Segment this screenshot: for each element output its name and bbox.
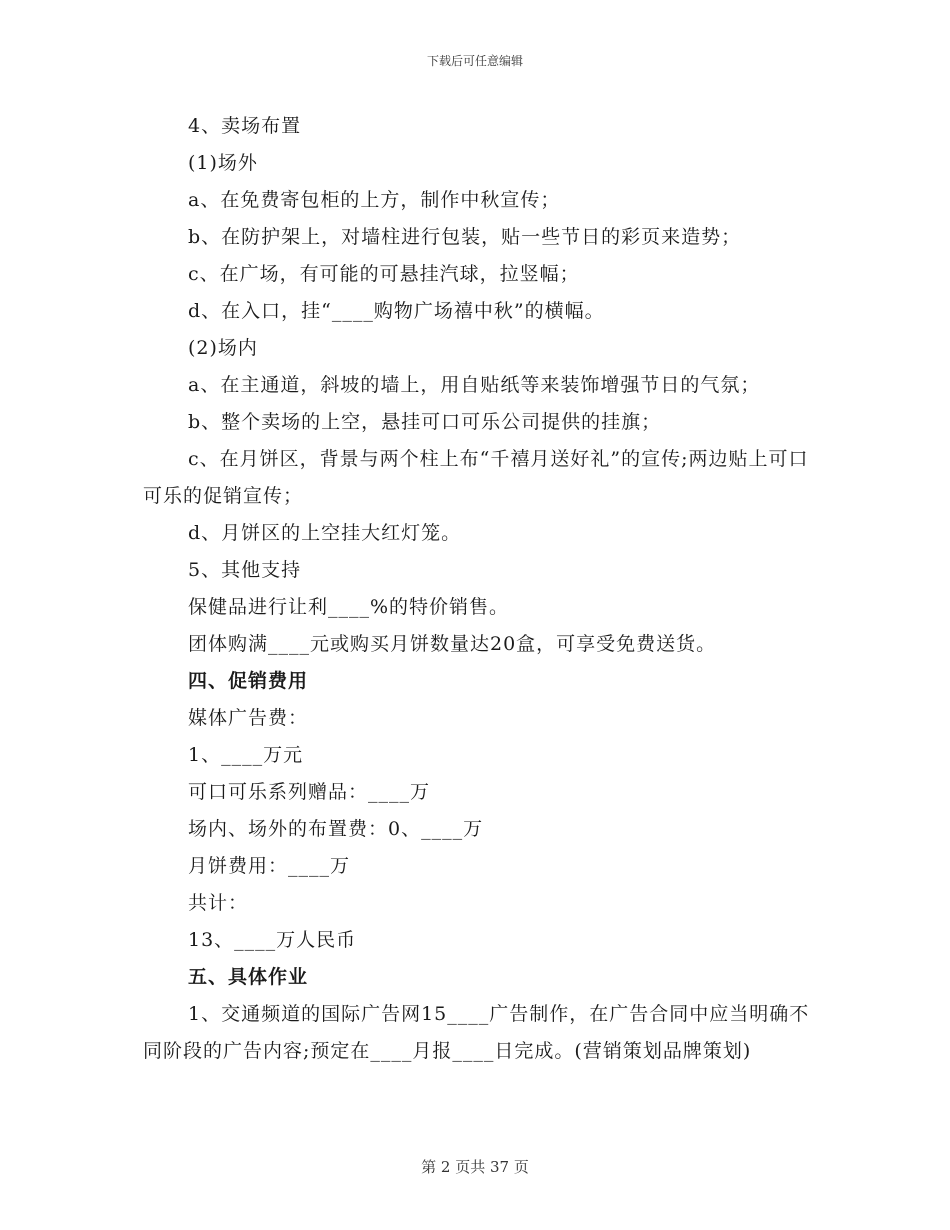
document-body — [143, 108, 813, 1070]
paragraph: 月饼费用：____万 — [188, 855, 351, 877]
section-heading: 五、具体作业 — [188, 966, 309, 988]
paragraph: 可口可乐系列赠品：____万 — [188, 781, 431, 803]
subsection-heading: (2)场内 — [188, 337, 258, 359]
list-item: a、在免费寄包柜的上方，制作中秋宣传； — [188, 189, 561, 211]
paragraph: 共计： — [188, 892, 249, 914]
paragraph: 团体购满____元或购买月饼数量达20盒，可享受免费送货。 — [188, 633, 717, 655]
section-heading: 四、促销费用 — [188, 670, 309, 692]
paragraph: 1、____万元 — [188, 744, 304, 766]
list-item: d、月饼区的上空挂大红灯笼。 — [188, 522, 462, 544]
section-heading: 5、其他支持 — [188, 559, 302, 581]
subsection-heading: (1)场外 — [188, 152, 258, 174]
list-item: c、在月饼区，背景与两个柱上布“千禧月送好礼”的宣传;两边贴上可口可乐的促销宣传； — [143, 448, 809, 507]
list-item: a、在主通道，斜坡的墙上，用自贴纸等来装饰增强节日的气氛； — [188, 374, 761, 396]
list-item: d、在入口，挂“____购物广场禧中秋”的横幅。 — [188, 300, 605, 322]
paragraph: 13、____万人民币 — [188, 929, 357, 951]
list-item: c、在广场，有可能的可悬挂汽球，拉竖幅； — [188, 263, 580, 285]
paragraph: 1、交通频道的国际广告网15____广告制作，在广告合同中应当明确不同阶段的广告内容;预定在____月报____日完成。(营销策划品牌策划) — [143, 1003, 810, 1062]
section-heading: 4、卖场布置 — [188, 115, 302, 137]
paragraph: 保健品进行让利____%的特价销售。 — [188, 596, 510, 618]
page-header: 下载后可任意编辑 — [426, 54, 523, 68]
page-footer: 第 2 页共 37 页 — [421, 1158, 529, 1176]
paragraph: 媒体广告费： — [188, 707, 309, 729]
list-item: b、整个卖场的上空，悬挂可口可乐公司提供的挂旗； — [188, 411, 662, 433]
paragraph: 场内、场外的布置费：0、____万 — [188, 818, 484, 840]
list-item: b、在防护架上，对墙柱进行包装，贴一些节日的彩页来造势； — [188, 226, 742, 248]
